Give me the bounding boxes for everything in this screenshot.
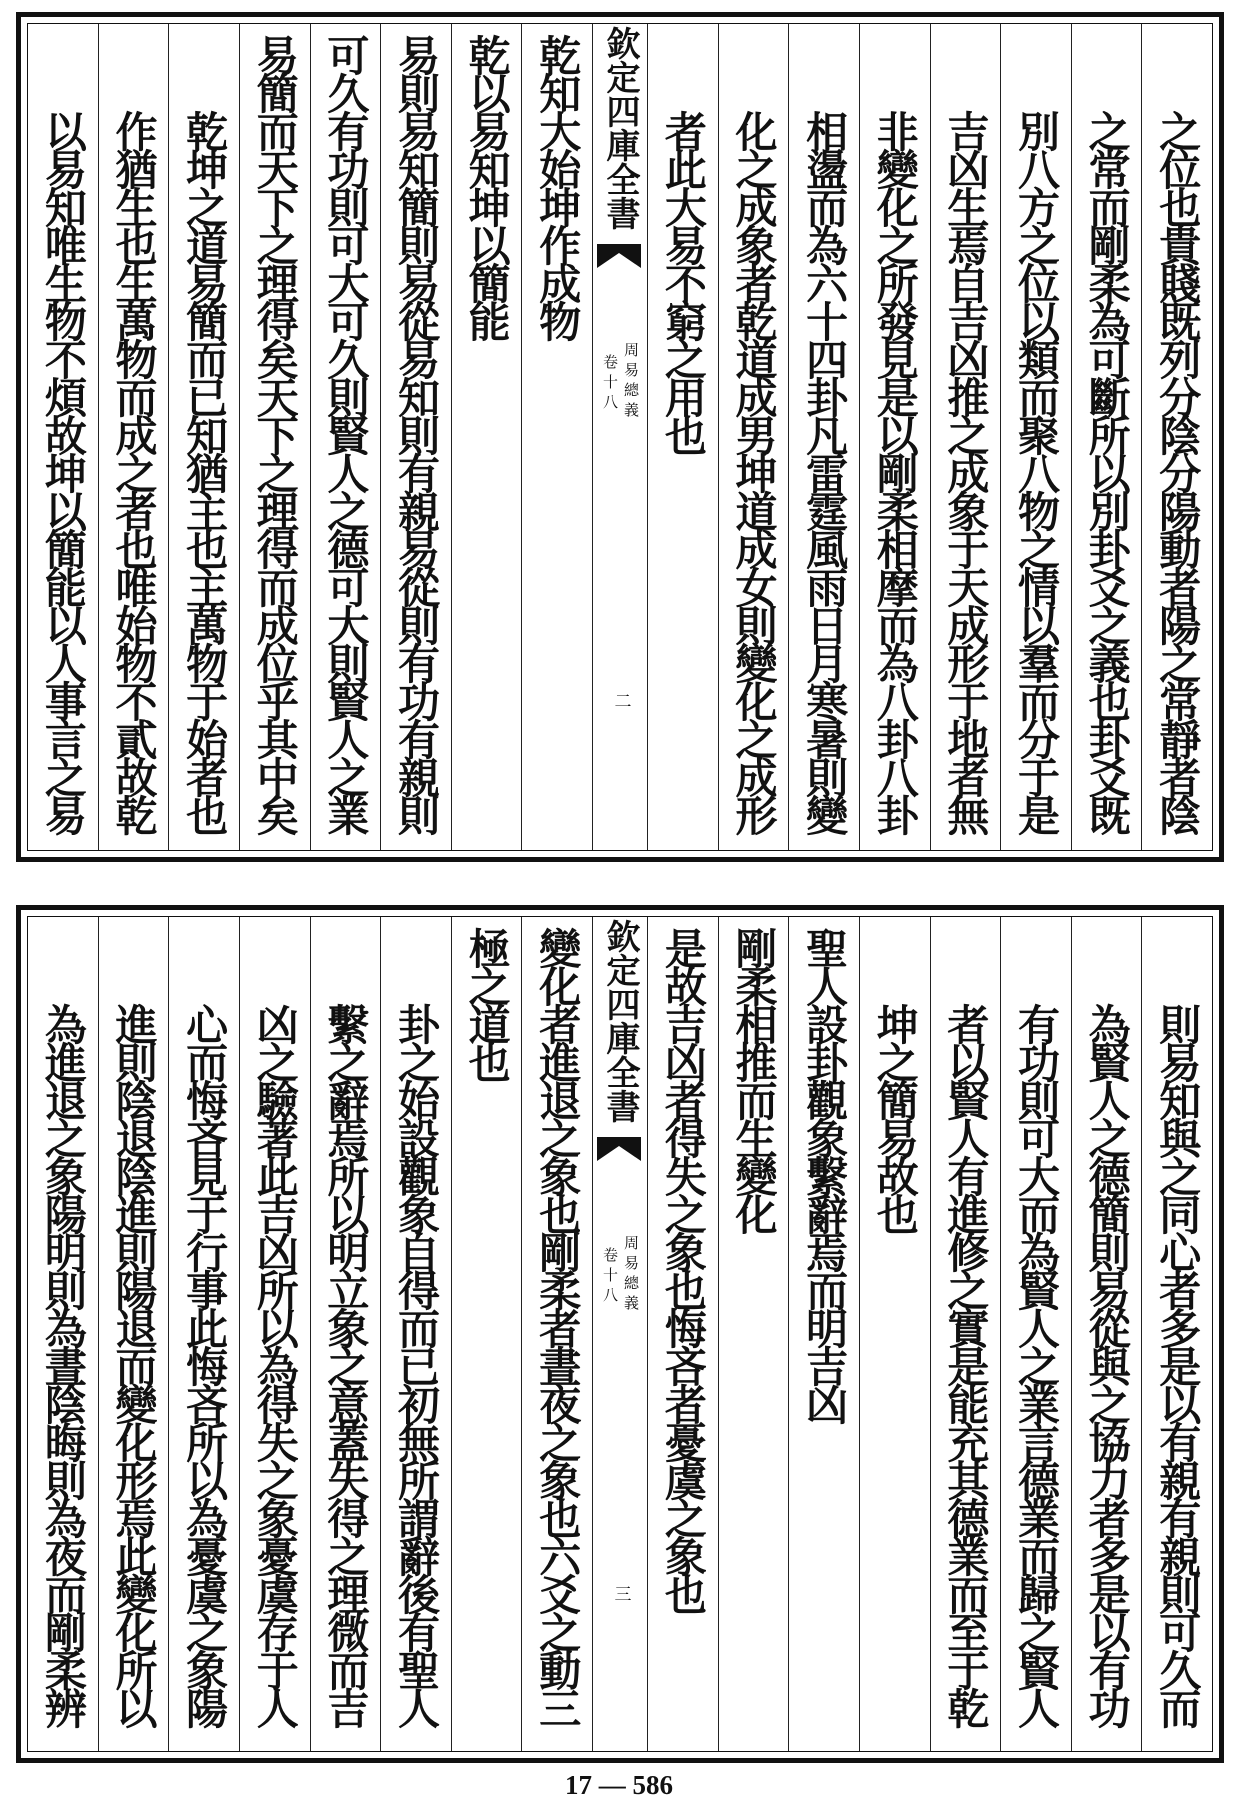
column-text: 極之道也 xyxy=(462,927,512,1079)
column-grid xyxy=(28,917,1212,1751)
column-text: 凶之驗著此吉凶所以為得失之象憂虞存于人 xyxy=(250,1003,300,1725)
commentary-column xyxy=(1000,917,1071,1751)
work-title: 周易總義 xyxy=(622,1235,640,1315)
commentary-column xyxy=(1071,917,1142,1751)
column-text: 作猶生也生萬物而成之者也唯始物不貳故乾 xyxy=(109,110,159,832)
fish-tail-icon xyxy=(597,1137,641,1163)
column-text: 吉凶生焉自吉凶推之成象于天成形于地者無 xyxy=(941,110,991,832)
leaf-number: 二 xyxy=(610,692,631,709)
text-column xyxy=(521,917,592,1751)
commentary-column xyxy=(1071,24,1142,850)
inner-frame xyxy=(27,916,1213,1752)
column-text: 乾坤之道易簡而已知猶主也主萬物于始者也 xyxy=(180,110,230,832)
commentary-column xyxy=(1141,917,1212,1751)
commentary-column xyxy=(1141,24,1212,850)
column-text: 卦之始設觀象自得而已初無所謂辭後有聖人 xyxy=(391,1003,441,1725)
text-column xyxy=(451,917,522,1751)
column-text: 繫之辭焉所以明立象之意蓋失得之理微而吉 xyxy=(321,1003,371,1725)
text-column xyxy=(788,917,859,1751)
column-text: 進則陰退陰進則陽退而變化形焉此變化所以 xyxy=(109,1003,159,1725)
commentary-column xyxy=(98,24,169,850)
work-volume-label xyxy=(593,342,647,422)
column-text: 可久有功則可大可久則賢人之德可大則賢人之業 xyxy=(321,34,371,832)
center-header-column xyxy=(592,917,647,1751)
column-text: 非變化之所發見是以剛柔相摩而為八卦八卦 xyxy=(870,110,920,832)
commentary-column xyxy=(859,24,930,850)
commentary-column xyxy=(380,917,451,1751)
column-text: 者此大易不窮之用也 xyxy=(658,110,708,452)
commentary-column xyxy=(98,917,169,1751)
column-text: 易簡而天下之理得矣天下之理得而成位乎其中矣 xyxy=(250,34,300,832)
text-column xyxy=(380,24,451,850)
commentary-column xyxy=(239,917,310,1751)
text-column xyxy=(451,24,522,850)
column-text: 化之成象者乾道成男坤道成女則變化之成形 xyxy=(729,110,779,832)
fish-tail-icon xyxy=(597,244,641,270)
commentary-column xyxy=(788,24,859,850)
column-text: 坤之簡易故也 xyxy=(870,1003,920,1231)
commentary-column xyxy=(168,917,239,1751)
commentary-column xyxy=(28,917,98,1751)
inner-frame xyxy=(27,23,1213,851)
book-title: 欽定四庫全書 xyxy=(600,26,640,230)
column-text: 乾以易知坤以簡能 xyxy=(462,34,512,338)
commentary-column xyxy=(168,24,239,850)
column-text: 變化者進退之象也剛柔者晝夜之象也六爻之動三 xyxy=(533,927,583,1725)
volume-label: 卷十八 xyxy=(601,1247,619,1307)
commentary-column xyxy=(859,917,930,1751)
column-text: 是故吉凶者得失之象也悔吝者憂虞之象也 xyxy=(658,927,708,1611)
column-text: 為進退之象陽明則為晝陰晦則為夜而剛柔辨 xyxy=(38,1003,88,1725)
column-grid xyxy=(28,24,1212,850)
text-column xyxy=(239,24,310,850)
column-text: 別八方之位以類而聚八物之情以羣而分于是 xyxy=(1011,110,1061,832)
half-leaf-bottom xyxy=(16,905,1224,1763)
column-text: 者以賢人有進修之實是能充其德業而至于乾 xyxy=(941,1003,991,1725)
book-title: 欽定四庫全書 xyxy=(600,919,640,1123)
column-text: 心而悔吝見于行事此悔吝所以為憂虞之象陽 xyxy=(180,1003,230,1725)
leaf-number: 三 xyxy=(610,1585,631,1602)
work-volume-label xyxy=(593,1235,647,1315)
volume-label: 卷十八 xyxy=(601,354,619,414)
text-column xyxy=(718,917,789,1751)
column-text: 相盪而為六十四卦凡雷霆風雨日月寒暑則變 xyxy=(800,110,850,832)
commentary-column xyxy=(647,24,718,850)
page-footer-number: 17 — 586 xyxy=(565,1770,673,1800)
commentary-column xyxy=(930,917,1001,1751)
work-title: 周易總義 xyxy=(622,342,640,422)
half-leaf-top xyxy=(16,12,1224,862)
column-text: 之常而剛柔為可斷所以別卦爻之義也卦爻既 xyxy=(1082,110,1132,832)
column-text: 乾知大始坤作成物 xyxy=(533,34,583,338)
commentary-column xyxy=(718,24,789,850)
text-column xyxy=(521,24,592,850)
column-text: 有功則可大而為賢人之業言德業而歸之賢人 xyxy=(1011,1003,1061,1725)
column-text: 為賢人之德簡則易從與之協力者多是以有功 xyxy=(1082,1003,1132,1725)
commentary-column xyxy=(1000,24,1071,850)
commentary-column xyxy=(310,917,381,1751)
center-header-column xyxy=(592,24,647,850)
column-text: 剛柔相推而生變化 xyxy=(729,927,779,1231)
column-text: 聖人設卦觀象繫辭焉而明吉凶 xyxy=(800,927,850,1421)
column-text: 則易知與之同心者多是以有親有親則可久而 xyxy=(1153,1003,1203,1725)
commentary-column xyxy=(930,24,1001,850)
column-text: 易則易知簡則易從易知則有親易從則有功有親則 xyxy=(391,34,441,832)
text-column xyxy=(310,24,381,850)
column-text: 之位也貴賤既列分陰分陽動者陽之常靜者陰 xyxy=(1153,110,1203,832)
commentary-column xyxy=(28,24,98,850)
text-column xyxy=(647,917,718,1751)
column-text: 以易知唯生物不煩故坤以簡能以人事言之易 xyxy=(38,110,88,832)
